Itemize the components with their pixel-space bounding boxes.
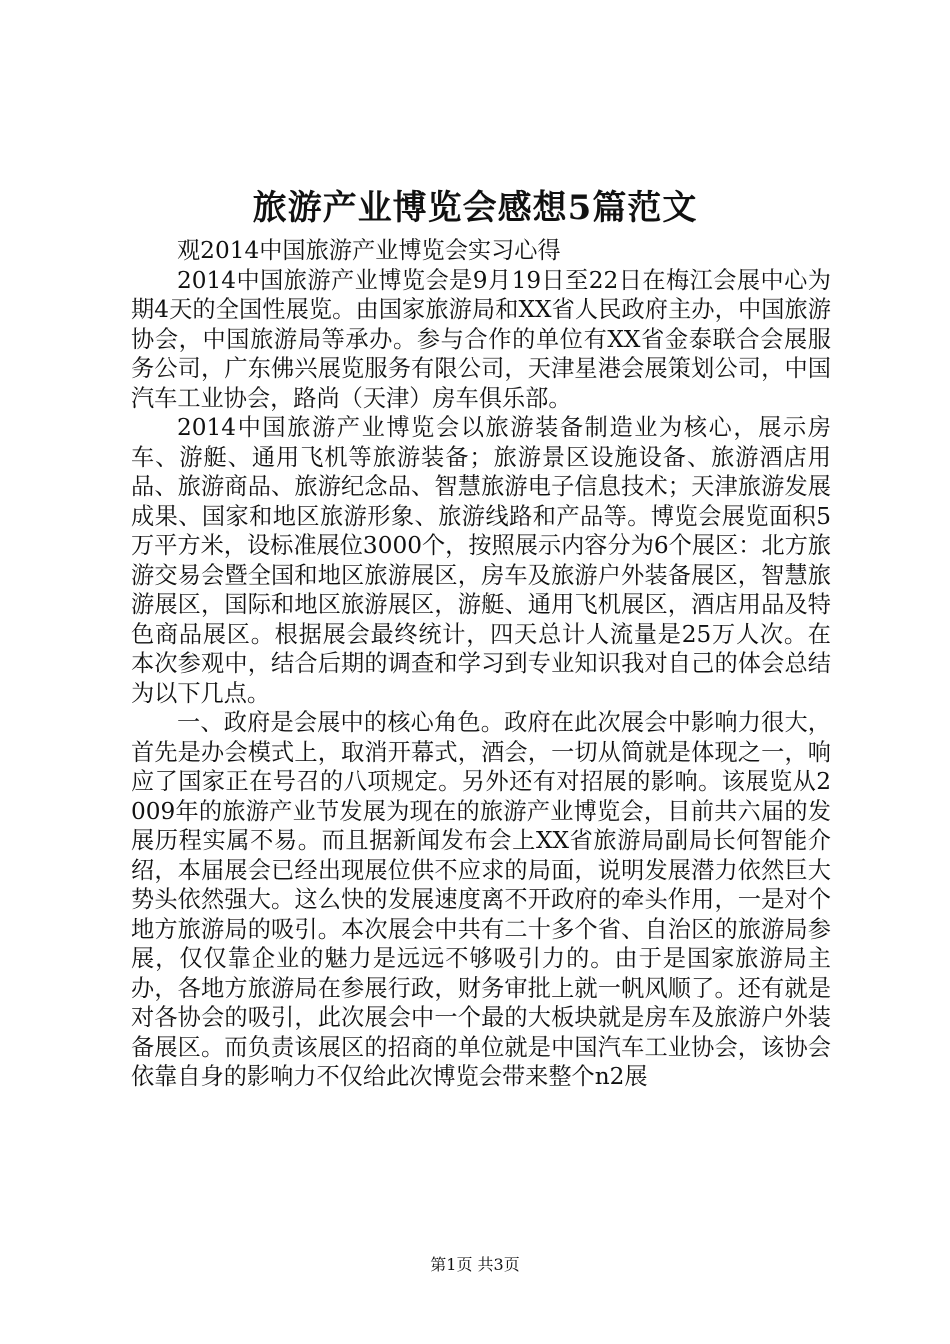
page-number-footer: 第1页 共3页 — [430, 1255, 520, 1274]
document-body — [131, 236, 831, 1092]
paragraph-subtitle: 观2014中国旅游产业博览会实习心得 — [177, 237, 561, 264]
paragraph-government-role: 一、政府是会展中的核心角色。政府在此次展会中影响力很大，首先是办会模式上，取消开幕式，酒会，一切从简就是体现之一，响应了国家正在号召的八项规定。另外还有对招展的影响。该展览从2009年的旅游产业节发展为现在的旅游产业博览会，目前共六届的发展历程实属不易。而且据新闻发布会上XX省旅游局副局长何智能介绍，本届展会已经出现展位供不应求的局面，说明发展潜力依然巨大势头依然强大。这么快的发展速度离不开政府的牵头作用，一是对个地方旅游局的吸引。本次展会中共有二十多个省、自治区的旅游局参展，仅仅靠企业的魅力是远远不够吸引力的。由于是国家旅游局主办，各地方旅游局在参展行政，财务审批上就一帆风顺了。还有就是对各协会的吸引，此次展会中一个最的大板块就是房车及旅游户外装备展区。而负责该展区的招商的单位就是中国汽车工业协会，该协会依靠自身的影响力不仅给此次博览会带来整个n2展 — [131, 709, 831, 1090]
paragraph-exhibition-scope: 2014中国旅游产业博览会以旅游装备制造业为核心，展示房车、游艇、通用飞机等旅游装备；旅游景区设施设备、旅游酒店用品、旅游商品、旅游纪念品、智慧旅游电子信息技术；天津旅游发展成果、国家和地区旅游形象、旅游线路和产品等。博览会展览面积5万平方米，设标准展位3000个，按照展示内容分为6个展区：北方旅游交易会暨全国和地区旅游展区，房车及旅游户外装备展区，智慧旅游展区，国际和地区旅游展区，游艇、通用飞机展区，酒店用品及特色商品展区。根据展会最终统计，四天总计人流量是25万人次。在本次参观中，结合后期的调查和学习到专业知识我对自己的体会总结为以下几点。 — [131, 414, 831, 707]
document-title: 旅游产业博览会感想5篇范文 — [252, 188, 698, 228]
paragraph-introduction: 2014中国旅游产业博览会是9月19日至22日在梅江会展中心为期4天的全国性展览。由国家旅游局和XX省人民政府主办，中国旅游协会，中国旅游局等承办。参与合作的单位有XX省金泰联合会展服务公司，广东佛兴展览服务有限公司，天津星港会展策划公司，中国汽车工业协会，路尚（天津）房车俱乐部。 — [131, 266, 831, 412]
